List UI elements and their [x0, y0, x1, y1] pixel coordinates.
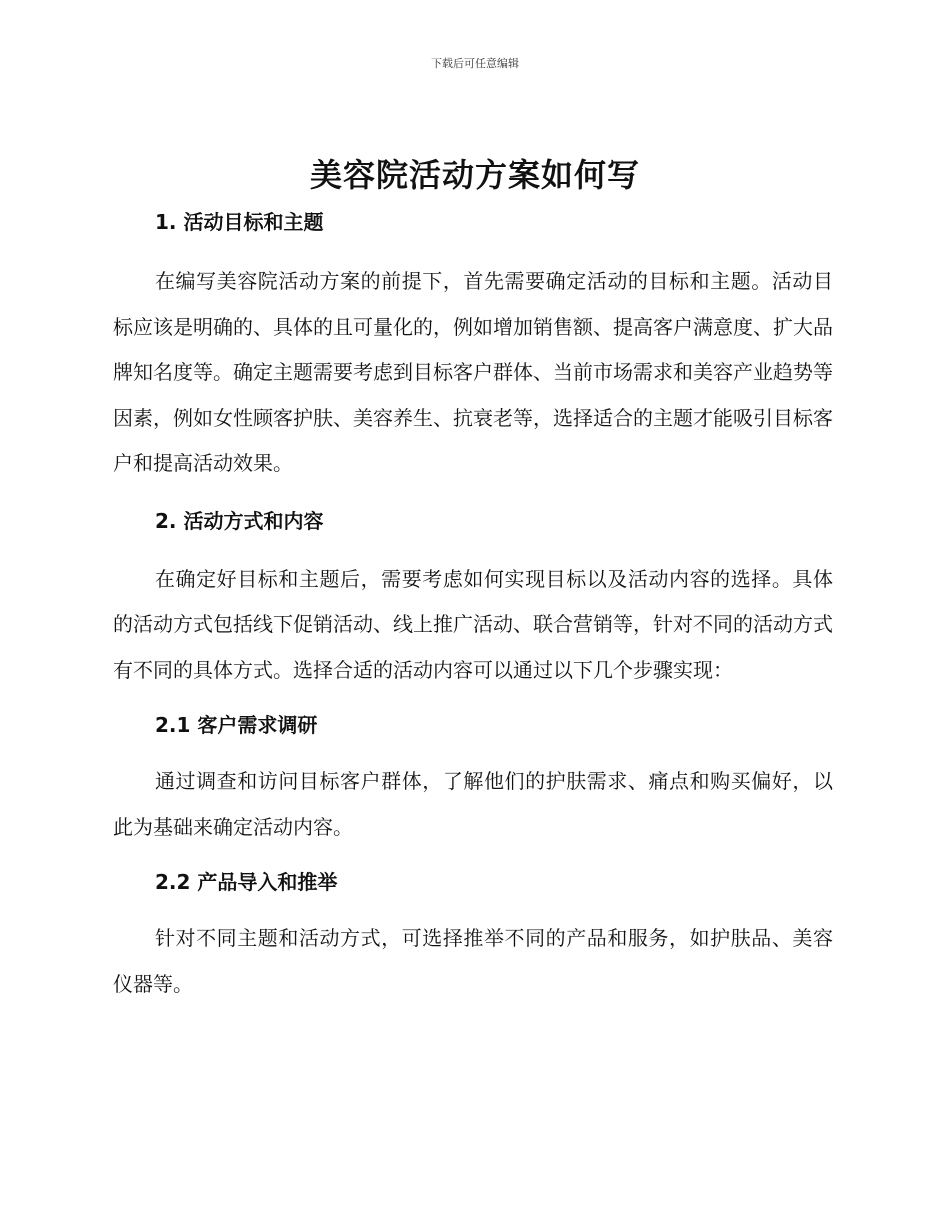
section-paragraph-method-content: 在确定好目标和主题后，需要考虑如何实现目标以及活动内容的选择。具体的活动方式包括线下促销活动、线上推广活动、联合营销等，针对不同的活动方式有不同的具体方式。选择合适的活动内容可以通过以下几个步骤实现：: [113, 566, 833, 682]
section-paragraph-customer-research: 通过调查和访问目标客户群体，了解他们的护肤需求、痛点和购买偏好，以此为基础来确定活动内容。: [113, 769, 833, 839]
section-paragraph-goals-theme: 在编写美容院活动方案的前提下，首先需要确定活动的目标和主题。活动目标应该是明确的、具体的且可量化的，例如增加销售额、提高客户满意度、扩大品牌知名度等。确定主题需要考虑到目标客户群体、当前市场需求和美容产业趋势等因素，例如女性顾客护肤、美容养生、抗衰老等，选择适合的主题才能吸引目标客户和提高活动效果。: [113, 269, 833, 475]
section-heading-method-content: 2. 活动方式和内容: [155, 508, 324, 533]
document-body: [113, 204, 833, 1007]
section-heading-customer-research: 2.1 客户需求调研: [155, 713, 318, 737]
section-paragraph-product-recommendation: 针对不同主题和活动方式，可选择推举不同的产品和服务，如护肤品、美容仪器等。: [113, 926, 833, 996]
header-note: 下载后可任意编辑: [431, 57, 519, 70]
document-title: 美容院活动方案如何写: [309, 156, 640, 194]
section-heading-goals-theme: 1. 活动目标和主题: [155, 210, 324, 234]
section-heading-product-recommendation: 2.2 产品导入和推举: [155, 870, 338, 894]
